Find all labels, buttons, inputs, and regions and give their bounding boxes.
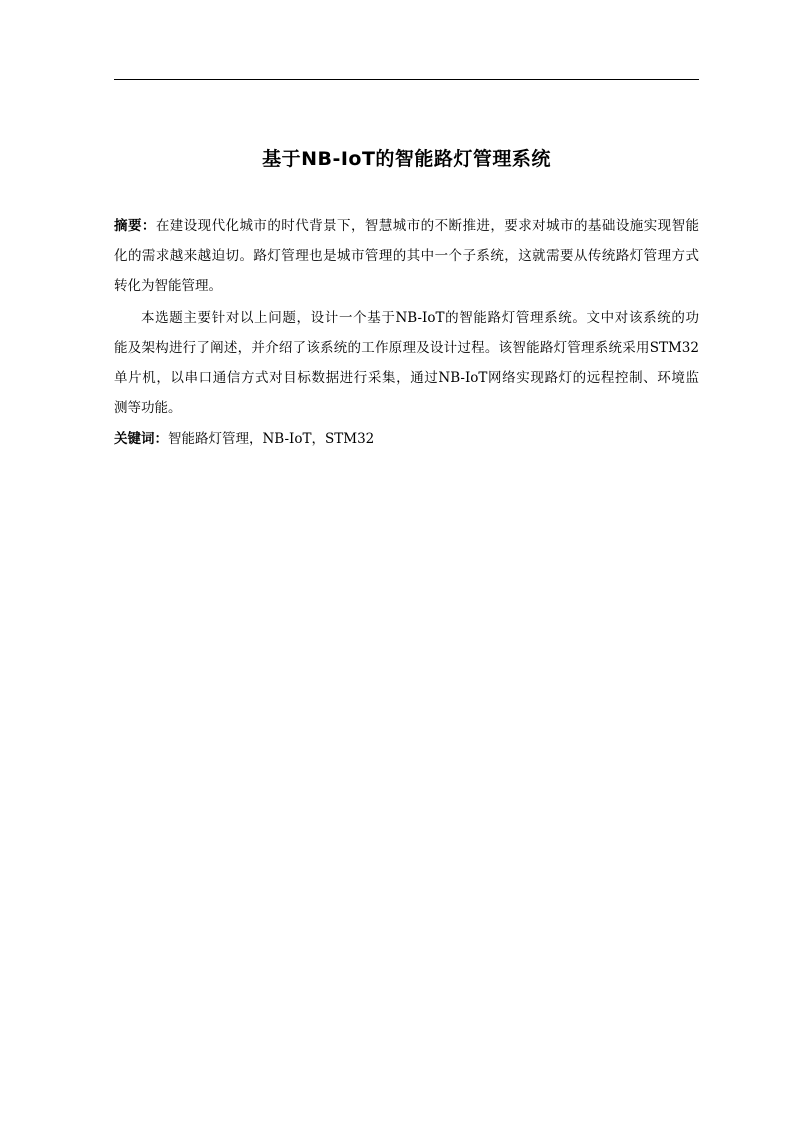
abstract-p2-line-3: 单片机，以串口通信方式对目标数据进行采集，通过NB-IoT网络实现路灯的远程控制、环境监 <box>114 370 699 386</box>
keywords-line <box>114 424 699 454</box>
header-rule <box>114 79 699 80</box>
keywords-label: 关键词： <box>114 431 168 447</box>
abstract-section <box>114 211 699 451</box>
keywords-text: 智能路灯管理，NB-IoT，STM32 <box>168 431 375 447</box>
abstract-p2-line-2: 能及架构进行了阐述，并介绍了该系统的工作原理及设计过程。该智能路灯管理系统采用STM32 <box>114 340 699 356</box>
abstract-line-1 <box>114 211 699 241</box>
abstract-line-3: 转化为智能管理。 <box>114 278 222 294</box>
abstract-text: 在建设现代化城市的时代背景下，智慧城市的不断推进，要求对城市的基础设施实现智能 <box>155 218 699 234</box>
abstract-p2-line-1: 本选题主要针对以上问题，设计一个基于NB-IoT的智能路灯管理系统。文中对该系统的功 <box>141 310 699 326</box>
abstract-p2-line-4: 测等功能。 <box>114 400 182 416</box>
abstract-line-2: 化的需求越来越迫切。路灯管理也是城市管理的其中一个子系统，这就需要从传统路灯管理方式 <box>114 248 699 264</box>
abstract-label: 摘要： <box>114 218 156 234</box>
document-title: 基于NB-IoT的智能路灯管理系统 <box>262 148 551 170</box>
